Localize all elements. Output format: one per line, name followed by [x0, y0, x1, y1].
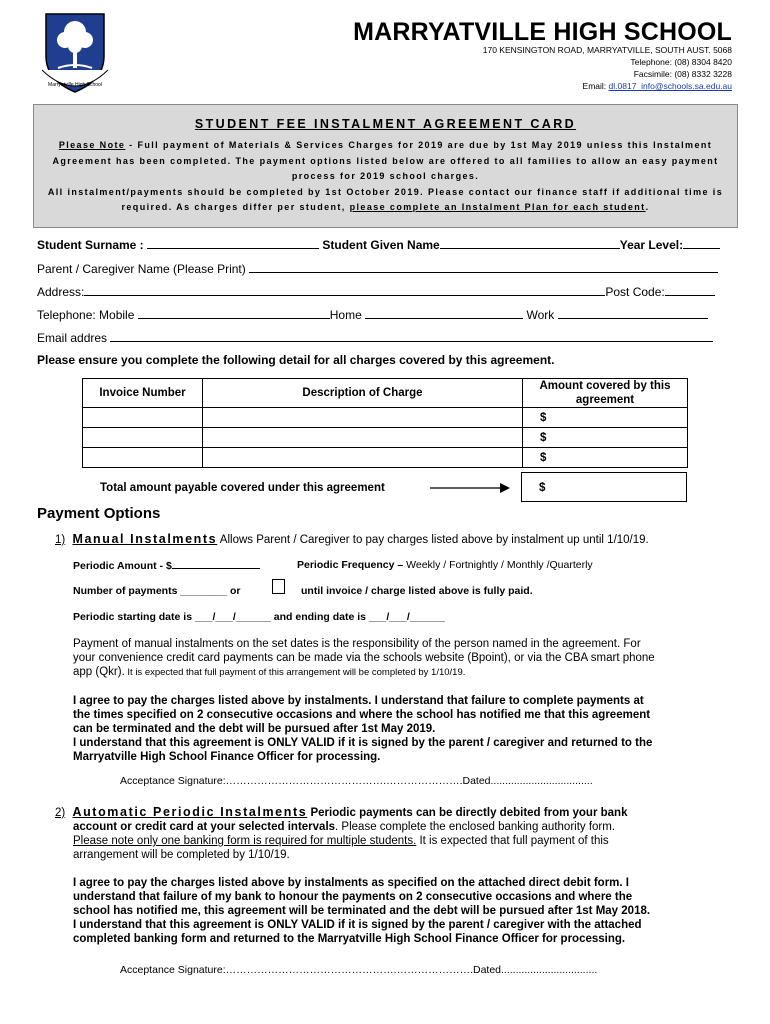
notice-banner — [33, 104, 738, 228]
given-name-field[interactable] — [440, 237, 620, 249]
home-phone-field[interactable] — [365, 307, 523, 319]
total-amount-label: Total amount payable covered under this agreement — [100, 482, 385, 494]
banner-line-5: required. As charges differ per student, please complete an Instalment Plan for each student. — [121, 202, 650, 212]
auto-agree-line-3: school has notified me, this agreement will be terminated and the debt will be pursued after 1st May 2018. — [73, 905, 651, 917]
surname-label: Student Surname : — [37, 238, 144, 252]
email-address-label: Email addres — [37, 331, 108, 345]
fully-paid-checkbox[interactable] — [272, 579, 285, 594]
manual-agree-line-5: Marryatville High School Finance Officer for processing. — [73, 751, 381, 763]
table-row — [83, 428, 688, 448]
email-address-field[interactable] — [110, 330, 713, 342]
year-level-field[interactable] — [683, 237, 720, 249]
work-label: Work — [526, 308, 555, 322]
periodic-frequency: Periodic Frequency – Weekly / Fortnightly / Monthly /Quarterly — [297, 559, 593, 571]
arrow-right-icon — [430, 482, 510, 494]
ensure-instruction: Please ensure you complete the following detail for all charges covered by this agreement. — [37, 353, 555, 367]
parent-name-label: Parent / Caregiver Name (Please Print) — [37, 262, 246, 276]
banner-line-4: All instalment/payments should be completed by 1st October 2019. Please contact our finance staff if additional time is — [47, 187, 724, 197]
work-phone-field[interactable] — [558, 307, 708, 319]
auto-agree-line-4: I understand that this agreement is ONLY VALID if it is signed by the parent / caregiver with the attached — [73, 919, 642, 931]
periodic-amount: Periodic Amount - $ — [73, 559, 260, 572]
amount-cell[interactable]: $ — [523, 448, 688, 468]
postcode-field[interactable] — [665, 284, 715, 296]
student-row — [37, 237, 720, 252]
option-2-number: 2) — [55, 807, 66, 819]
invoice-table-header — [83, 379, 688, 408]
description-cell[interactable] — [203, 408, 523, 428]
option-2-heading-row — [55, 805, 627, 819]
table-row — [83, 448, 688, 468]
mobile-field[interactable] — [138, 307, 330, 319]
banner-line-1: Please Note - Full payment of Materials & Services Charges for 2019 are due by 1st May 2019 unless this Instalment — [58, 140, 713, 150]
telephone-mobile-label: Telephone: Mobile — [37, 308, 135, 322]
until-fully-paid-label: until invoice / charge listed above is fully paid. — [301, 585, 533, 597]
email-row — [37, 330, 713, 345]
postcode-label: Post Code: — [605, 285, 665, 299]
invoice-number-cell[interactable] — [83, 428, 203, 448]
school-telephone: Telephone: (08) 8304 8420 — [630, 57, 732, 67]
year-level-label: Year Level: — [619, 238, 684, 252]
start-end-dates: Periodic starting date is ___/___/______ and ending date is ___/___/______ — [73, 611, 445, 623]
school-address: 170 KENSINGTON ROAD, MARRYATVILLE, SOUTH AUST. 5068 — [482, 45, 732, 55]
description-cell[interactable] — [203, 428, 523, 448]
school-name: MARRYATVILLE HIGH SCHOOL — [353, 18, 732, 46]
auto-agree-line-5: completed banking form and returned to the Marryatville High School Finance Officer for processing. — [73, 933, 626, 945]
school-email — [583, 81, 732, 91]
description-cell[interactable] — [203, 448, 523, 468]
option-1-number: 1) — [55, 534, 66, 546]
address-row — [37, 284, 715, 299]
auto-line-3: Please note only one banking form is required for multiple students. It is expected that full payment of this — [73, 835, 609, 847]
school-crest-tree-icon — [40, 10, 110, 96]
parent-row — [37, 261, 718, 276]
manual-agree-line-4: I understand that this agreement is ONLY VALID if it is signed by the parent / caregiver and returned to the — [73, 737, 653, 749]
option-1-heading: Manual Instalments — [72, 532, 218, 546]
table-row — [83, 408, 688, 428]
email-link[interactable]: dl.0817_info@schools.sa.edu.au — [608, 81, 732, 91]
manual-acceptance-signature[interactable]: Acceptance Signature:……………………………………….………………….Dated................................... — [120, 775, 593, 787]
option-2-intro: Periodic payments can be directly debited from your bank — [307, 807, 628, 819]
auto-line-4: arrangement will be completed by 1/10/19. — [73, 849, 290, 861]
banner-title: STUDENT FEE INSTALMENT AGREEMENT CARD — [194, 117, 577, 131]
address-field[interactable] — [84, 284, 605, 296]
periodic-amount-field[interactable] — [172, 559, 260, 569]
option-1-intro: Allows Parent / Caregiver to pay charges listed above by instalment up until 1/10/19. — [217, 534, 649, 546]
invoice-number-cell[interactable] — [83, 408, 203, 428]
school-facsimile: Facsimile: (08) 8332 3228 — [633, 69, 732, 79]
auto-agree-line-2: understand that failure of my bank to honour the payments on 2 consecutive occasions and where the — [73, 891, 633, 903]
invoice-number-cell[interactable] — [83, 448, 203, 468]
svg-text:Marryatville High School: Marryatville High School — [48, 82, 102, 88]
amount-cell[interactable]: $ — [523, 428, 688, 448]
manual-agree-line-3: can be terminated and the debt will be pursued after 1st May 2019. — [73, 723, 436, 735]
number-of-payments: Number of payments ________ or — [73, 585, 241, 597]
amount-cell[interactable]: $ — [523, 408, 688, 428]
auto-agree-line-1: I agree to pay the charges listed above by instalments as specified on the attached direct debit form. I — [73, 877, 629, 889]
header-description: Description of Charge — [203, 379, 523, 408]
banner-line-2: Agreement has been completed. The payment options listed below are offered to all families to allow an easy payment — [52, 156, 719, 166]
banner-line-3: process for 2019 school charges. — [291, 171, 480, 181]
option-2-heading: Automatic Periodic Instalments — [72, 805, 308, 819]
invoice-table — [82, 378, 688, 468]
header-invoice-number: Invoice Number — [83, 379, 203, 408]
auto-acceptance-signature[interactable]: Acceptance Signature:………………………………………….………………….Dated................................. — [120, 964, 598, 976]
auto-line-2: account or credit card at your selected intervals. Please complete the enclosed banking authority form. — [73, 821, 616, 833]
given-name-label: Student Given Name — [322, 238, 440, 252]
telephone-row — [37, 307, 708, 322]
manual-para-line-2: your convenience credit card payments can be made via the schools website (Bpoint), or via the CBA smart phone — [73, 652, 655, 664]
option-1-heading-row — [55, 532, 649, 546]
payment-options-title: Payment Options — [37, 505, 161, 522]
manual-para-line-1: Payment of manual instalments on the set dates is the responsibility of the person named in the agreement. For — [73, 638, 641, 650]
email-label: Email: — [582, 81, 607, 91]
home-label: Home — [329, 308, 362, 322]
surname-field[interactable] — [147, 237, 319, 249]
manual-agree-line-2: the times specified on 2 consecutive occasions and where the school has notified me that this agreement — [73, 709, 651, 721]
manual-agree-line-1: I agree to pay the charges listed above by instalments. I understand that failure to complete payments at — [73, 695, 644, 707]
address-label: Address: — [37, 285, 85, 299]
parent-name-field[interactable] — [249, 261, 718, 273]
manual-para-line-3: app (Qkr). It is expected that full payment of this arrangement will be completed by 1/10/19. — [73, 666, 466, 678]
total-amount-field[interactable]: $ — [521, 472, 687, 502]
header-amount: Amount covered by this agreement — [523, 379, 688, 408]
